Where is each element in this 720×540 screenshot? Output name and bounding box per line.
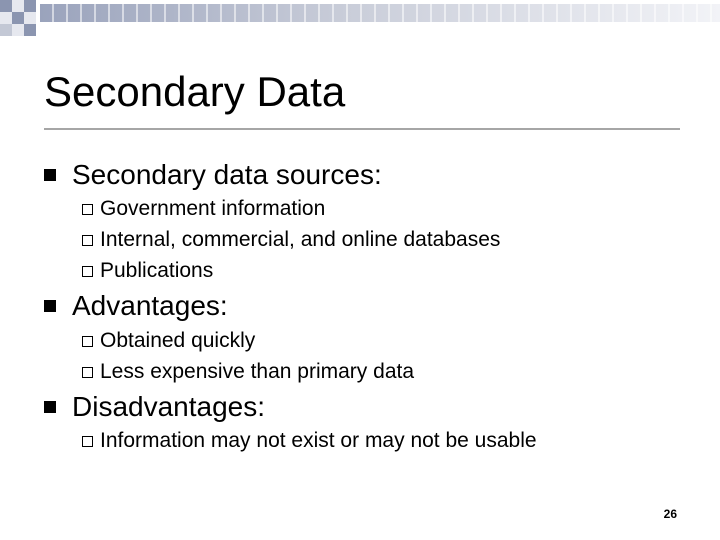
hollow-square-bullet-icon xyxy=(82,266,93,277)
hollow-square-bullet-icon xyxy=(82,336,93,347)
sub-bullet-text: Government information xyxy=(100,197,326,220)
bullet-disadvantages xyxy=(44,390,265,424)
sub-bullet-text: Obtained quickly xyxy=(100,329,256,352)
sub-bullet-information-may-not-exist xyxy=(82,427,537,455)
hollow-square-bullet-icon xyxy=(82,436,93,447)
bullet-text: Secondary data sources: xyxy=(72,159,382,190)
sub-bullet-text: Information may not exist or may not be usable xyxy=(100,429,537,452)
bullet-text: Disadvantages: xyxy=(72,391,266,422)
sub-bullet-government-information xyxy=(82,195,325,223)
square-bullet-icon xyxy=(44,401,56,413)
sub-bullet-text: Less expensive than primary data xyxy=(100,360,415,383)
bullet-secondary-data-sources xyxy=(44,158,382,192)
hollow-square-bullet-icon xyxy=(82,367,93,378)
hollow-square-bullet-icon xyxy=(82,235,93,246)
sub-bullet-less-expensive xyxy=(82,358,414,386)
sub-bullet-databases xyxy=(82,226,500,254)
slide-title: Secondary Data xyxy=(44,68,346,115)
sub-bullet-publications xyxy=(82,257,213,285)
bullet-advantages xyxy=(44,289,228,323)
sub-bullet-obtained-quickly xyxy=(82,327,255,355)
bullet-text: Advantages: xyxy=(72,290,228,321)
page-number: 26 xyxy=(663,507,677,521)
sub-bullet-text: Publications xyxy=(100,259,214,282)
square-bullet-icon xyxy=(44,169,56,181)
square-bullet-icon xyxy=(44,300,56,312)
hollow-square-bullet-icon xyxy=(82,204,93,215)
sub-bullet-text: Internal, commercial, and online databases xyxy=(100,228,501,251)
